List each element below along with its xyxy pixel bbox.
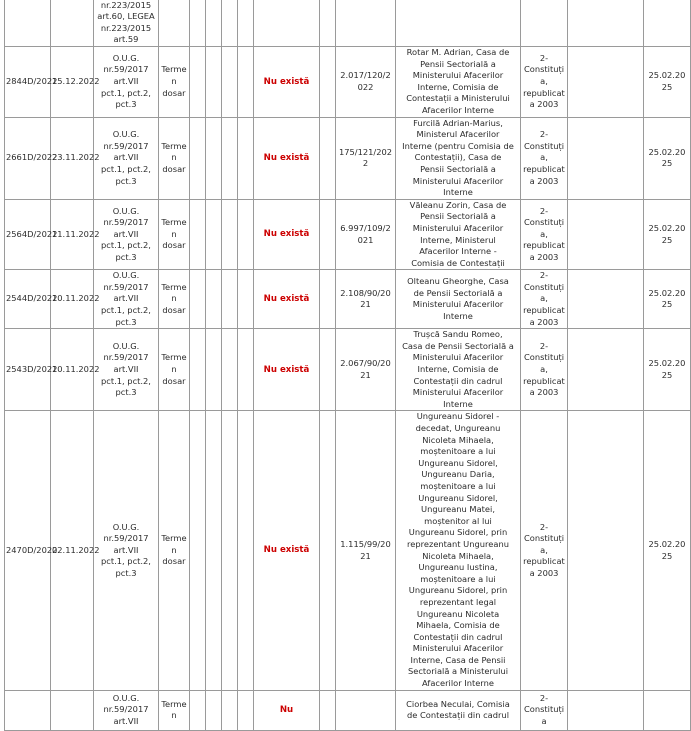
case-parties: Ungureanu Sidorel - decedat, Ungureanu Nicoleta Mihaela, moștenitoare a lui Ungureanu Sidorel, Ungureanu Daria, moștenitoare a lui Ungureanu Sidorel, Ungureanu Matei, moștenitor al lui Ungureanu Sidorel, prin reprezentant Ungureanu Nicoleta Mihaela, Ungureanu Iustina, moștenitoare a lui Ungureanu Sidorel, prin reprezentant legal Ungureanu Nicoleta Mihaela, Comisia de Contestații din cadrul Ministerului Afacerilor Interne, Casa de Pensii Sectorială a Ministerului Afacerilor Interne <box>396 411 521 690</box>
file-reference: 2.108/90/2021 <box>336 270 396 329</box>
constitution-ref: 2- Constituția, republicata 2003 <box>521 270 568 329</box>
existence-status: Nu există <box>254 47 320 118</box>
case-number: 2564D/2022 <box>5 199 51 270</box>
case-number: 2543D/2022 <box>5 329 51 411</box>
case-number: 2470D/2022 <box>5 411 51 690</box>
law-articles: O.U.G. nr.59/2017 art.VII pct.1, pct.2, pct.3 <box>94 329 159 411</box>
table-body <box>5 0 691 730</box>
constitution-ref: 2- Constituția, republicata 2003 <box>521 329 568 411</box>
file-reference <box>336 690 396 730</box>
table-row <box>5 270 691 329</box>
hearing-date: 25.02.2025 <box>644 411 691 690</box>
constitution-ref: 2- Constituția, republicata 2003 <box>521 199 568 270</box>
case-parties: Trușcă Sandu Romeo, Casa de Pensii Sectorială a Ministerului Afacerilor Interne, Comisia de Contestații din cadrul Ministerului Afacerilor Interne <box>396 329 521 411</box>
hearing-date: 25.02.2025 <box>644 199 691 270</box>
table-row <box>5 47 691 118</box>
table-row <box>5 199 691 270</box>
case-number: 2544D/2022 <box>5 270 51 329</box>
existence-status: Nu există <box>254 270 320 329</box>
status-type: Termen dosar <box>159 329 190 411</box>
table-row <box>5 0 691 47</box>
status-type: Termen dosar <box>159 270 190 329</box>
hearing-date: 25.02.2025 <box>644 47 691 118</box>
case-number <box>5 690 51 730</box>
constitution-ref: 2- Constituția, republicata 2003 <box>521 47 568 118</box>
existence-status: Nu există <box>254 329 320 411</box>
constitution-ref: 2- Constituția <box>521 690 568 730</box>
table-row <box>5 690 691 730</box>
status-type: Termen dosar <box>159 47 190 118</box>
status-type: Termen dosar <box>159 411 190 690</box>
case-parties: Furcilă Adrian-Marius, Ministerul Afacerilor Interne (pentru Comisia de Contestații), Casa de Pensii Sectorială a Ministerului Afacerilor Interne <box>396 117 521 199</box>
table-row <box>5 329 691 411</box>
law-articles: O.U.G. nr.59/2017 art.VII pct.1, pct.2, pct.3 <box>94 270 159 329</box>
hearing-date: 25.02.2025 <box>644 270 691 329</box>
law-articles: O.U.G. nr.59/2017 art.VII <box>94 690 159 730</box>
file-reference: 2.067/90/2021 <box>336 329 396 411</box>
existence-status: Nu există <box>254 117 320 199</box>
registration-date: 15.12.2022 <box>51 47 94 118</box>
registration-date: 23.11.2022 <box>51 117 94 199</box>
table-row <box>5 411 691 690</box>
file-reference: 6.997/109/2021 <box>336 199 396 270</box>
status-type: Termen dosar <box>159 117 190 199</box>
file-reference: 1.115/99/2021 <box>336 411 396 690</box>
law-articles: O.U.G. nr.59/2017 art.VII pct.1, pct.2, pct.3 <box>94 199 159 270</box>
law-articles: O.U.G. nr.59/2017 art.VII pct.1, pct.2, pct.3 <box>94 117 159 199</box>
case-number: 2844D/2022 <box>5 47 51 118</box>
hearing-date <box>644 690 691 730</box>
constitution-ref: 2- Constituția, republicata 2003 <box>521 411 568 690</box>
case-parties: Ciorbea Neculai, Comisia de Contestații din cadrul <box>396 690 521 730</box>
case-parties: Rotar M. Adrian, Casa de Pensii Sectorială a Ministerului Afacerilor Interne, Comisia de Contestații a Ministerului Afacerilor Interne <box>396 47 521 118</box>
cases-table <box>4 0 691 731</box>
law-articles: O.U.G. nr.59/2017 art.VII pct.1, pct.2, pct.3 <box>94 47 159 118</box>
hearing-date: 25.02.2025 <box>644 329 691 411</box>
file-reference: 175/121/2022 <box>336 117 396 199</box>
registration-date <box>51 690 94 730</box>
file-reference: 2.017/120/2022 <box>336 47 396 118</box>
law-articles: O.U.G. nr.59/2017 art.VII pct.1, pct.2, pct.3 <box>94 411 159 690</box>
status-type: Termen <box>159 690 190 730</box>
constitution-ref: 2- Constituția, republicata 2003 <box>521 117 568 199</box>
registration-date: 10.11.2022 <box>51 270 94 329</box>
existence-status: Nu există <box>254 199 320 270</box>
registration-date: 02.11.2022 <box>51 411 94 690</box>
table-row <box>5 117 691 199</box>
registration-date: 11.11.2022 <box>51 199 94 270</box>
case-number: 2661D/2022 <box>5 117 51 199</box>
case-parties: Văleanu Zorin, Casa de Pensii Sectorială a Ministerului Afacerilor Interne, Ministerul Afacerilor Interne - Comisia de Contestații <box>396 199 521 270</box>
hearing-date: 25.02.2025 <box>644 117 691 199</box>
status-type: Termen dosar <box>159 199 190 270</box>
existence-status: Nu <box>254 690 320 730</box>
case-parties: Olteanu Gheorghe, Casa de Pensii Sectorială a Ministerului Afacerilor Interne <box>396 270 521 329</box>
law-articles: nr.223/2015 art.60, LEGEA nr.223/2015 art.59 <box>94 0 159 47</box>
registration-date: 10.11.2022 <box>51 329 94 411</box>
existence-status: Nu există <box>254 411 320 690</box>
